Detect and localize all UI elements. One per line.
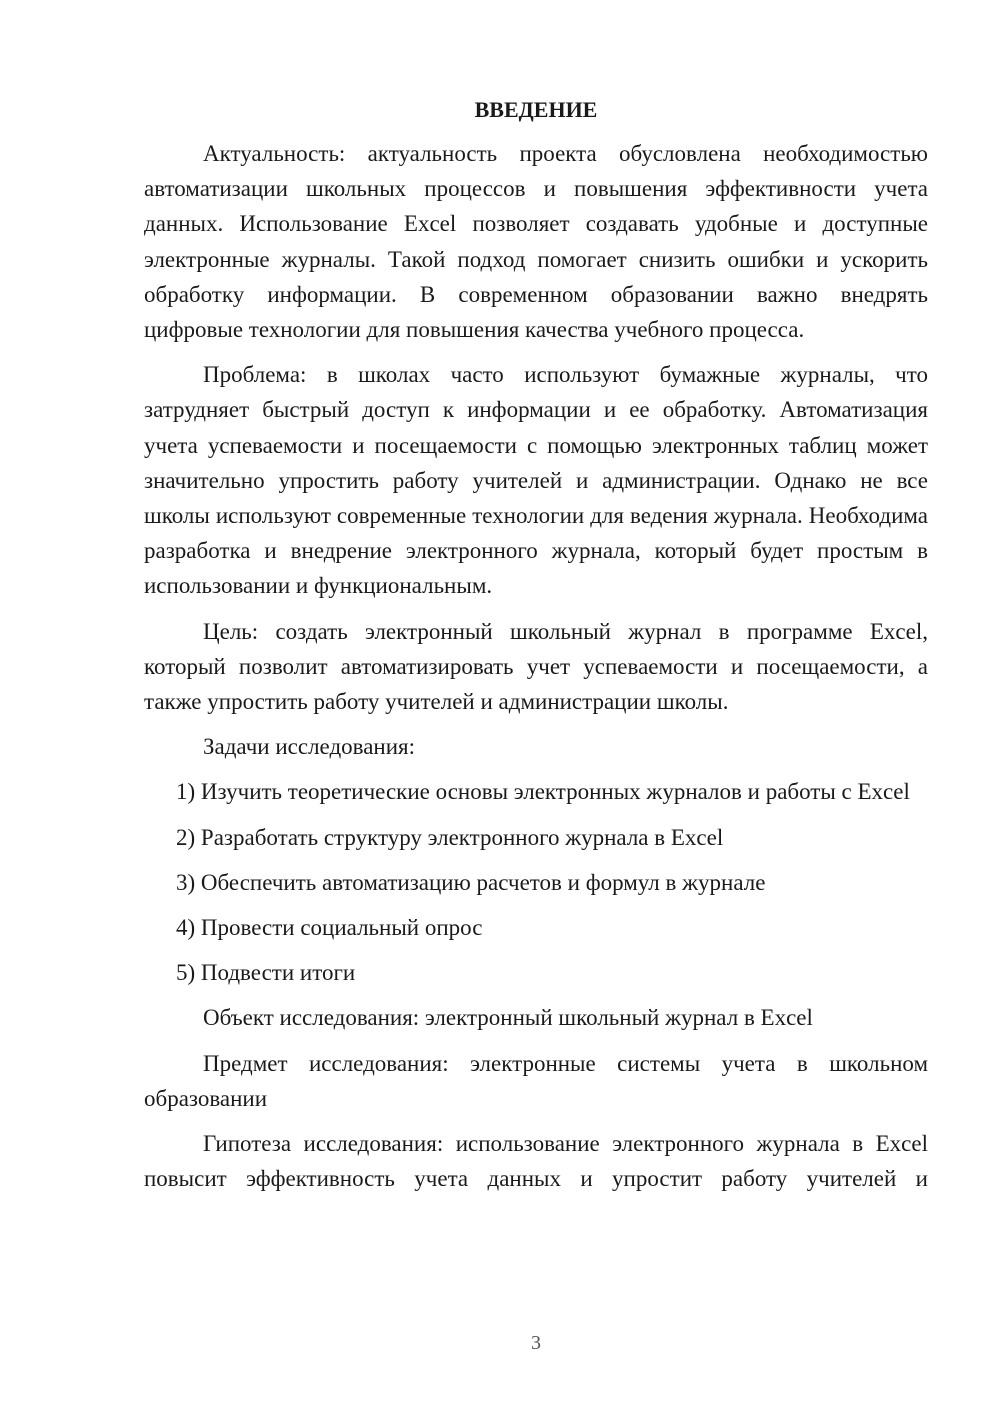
page-content — [144, 92, 928, 1206]
paragraph-relevance: Актуальность: актуальность проекта обусловлена необходимостью автоматизации школьных процессов и повышения эффективности учета данных. Использование Excel позволяет создавать удобные и доступные электронные журналы. Такой подход помогает снизить ошибки и ускорить обработку информации. В современном образовании важно внедрять цифровые технологии для повышения качества учебного процесса. — [144, 141, 928, 343]
list-item: 2) Разработать структуру электронного журнала в Excel — [176, 824, 724, 850]
paragraph-problem: Проблема: в школах часто используют бумажные журналы, что затрудняет быстрый доступ к информации и ее обработку. Автоматизация учета успеваемости и посещаемости с помощью электронных таблиц может значительно упростить работу учителей и администрации. Однако не все школы используют современные технологии для ведения журнала. Необходима разработка и внедрение электронного журнала, который будет простым в использовании и функциональным. — [144, 362, 928, 599]
paragraph-subject: Предмет исследования: электронные системы учета в школьном образовании — [144, 1050, 928, 1111]
paragraph-object: Объект исследования: электронный школьный журнал в Excel — [203, 1005, 813, 1031]
list-item: 3) Обеспечить автоматизацию расчетов и формул в журнале — [176, 869, 766, 895]
list-item: 1) Изучить теоретические основы электронных журналов и работы с Excel — [176, 779, 910, 805]
paragraph-hypothesis: Гипотеза исследования: использование электронного журнала в Excel повысит эффективность учета данных и упростит работу учителей и — [144, 1131, 928, 1192]
page-number: 3 — [531, 1332, 541, 1354]
list-item: 5) Подвести итоги — [176, 960, 356, 986]
paragraph-goal: Цель: создать электронный школьный журнал в программе Excel, который позволит автоматизировать учет успеваемости и посещаемости, а также упростить работу учителей и администрации школы. — [144, 618, 928, 715]
list-item: 4) Провести социальный опрос — [176, 915, 483, 941]
tasks-list — [144, 774, 928, 990]
page-title: ВВЕДЕНИЕ — [474, 97, 598, 122]
tasks-heading: Задачи исследования: — [203, 734, 416, 760]
